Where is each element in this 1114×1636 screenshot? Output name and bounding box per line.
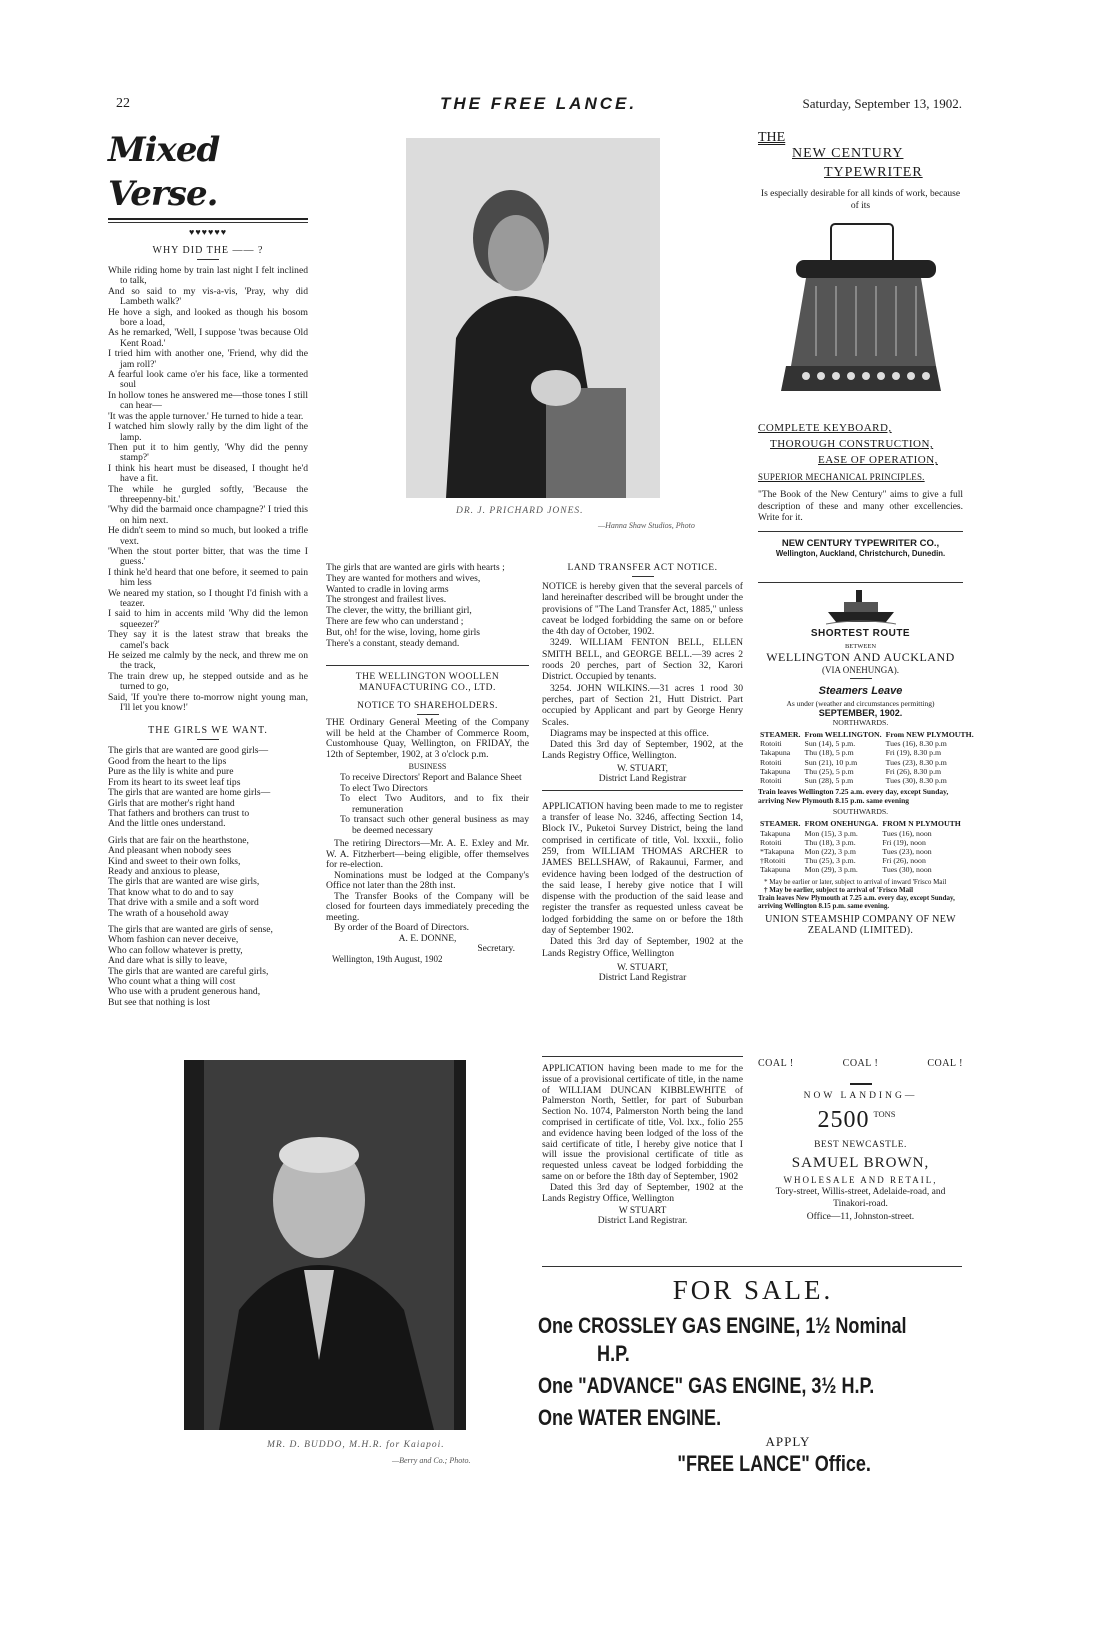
verse-line: I think his heart must be diseased, I thought he'd have a fit. bbox=[108, 462, 308, 485]
issue-date: Saturday, September 13, 1902. bbox=[802, 96, 962, 111]
typewriter-feature: EASE OF OPERATION, bbox=[818, 454, 938, 467]
photo2-credit: —Berry and Co.; Photo. bbox=[392, 1456, 471, 1465]
table-cell: Tues (23), noon bbox=[882, 847, 932, 857]
northwards-table bbox=[758, 730, 976, 785]
verse-line: The girls that are wanted are home girls— bbox=[108, 787, 271, 799]
via: (VIA ONEHUNGA). bbox=[822, 665, 899, 675]
typewriter-ad bbox=[758, 130, 963, 558]
table-cell: Takapuna bbox=[760, 748, 791, 758]
table-cell: Sun (28), 5 p.m bbox=[804, 776, 854, 786]
table-row bbox=[758, 838, 963, 847]
table-cell: Tues (30), 8.30 p.m bbox=[885, 776, 947, 786]
verse-line: That drive with a smile and a soft word bbox=[108, 897, 259, 909]
table-header: STEAMER. bbox=[760, 730, 801, 739]
verse-line: Who use with a prudent generous hand, bbox=[108, 986, 261, 998]
verse-line: But, oh! for the wise, loving, home girls bbox=[326, 626, 481, 638]
application1-dated: Dated this 3rd day of September, 1902 at the Lands Registry Office, Wellington bbox=[542, 936, 743, 959]
verse-line: Good from the heart to the lips bbox=[108, 755, 227, 767]
verse-line: I said to him in accents mild 'Why did the lemon squeezer?' bbox=[108, 608, 308, 630]
for-sale-ad bbox=[538, 1272, 968, 1478]
typewriter-company: NEW CENTURY TYPEWRITER CO., bbox=[781, 537, 940, 549]
table-cell: Takapuna bbox=[760, 828, 791, 838]
verse-line: Whom fashion can never deceive, bbox=[108, 934, 239, 946]
table-row bbox=[758, 748, 976, 757]
verse-line: There are few who can understand ; bbox=[326, 615, 464, 627]
application2-signer: W STUART bbox=[618, 1206, 667, 1217]
poem-why-did-the bbox=[108, 266, 308, 713]
as-under: As under (weather and circumstances permitting) bbox=[786, 699, 935, 708]
verse-line: Pure as the lily is white and pure bbox=[108, 766, 234, 778]
verse-line: That know what to do and to say bbox=[108, 886, 234, 898]
coal-2: COAL ! bbox=[842, 1058, 879, 1069]
southwards-table bbox=[758, 819, 963, 874]
land-act-title: LAND TRANSFER ACT NOTICE. bbox=[567, 563, 718, 573]
typewriter-desc: Is especially desirable for all kinds of work, because of its bbox=[760, 189, 961, 211]
business-item: To elect Two Directors bbox=[340, 782, 428, 794]
table-cell: *Takapuna bbox=[760, 847, 795, 857]
poem-girls-we-want bbox=[108, 746, 308, 1008]
verse-line: The clever, the witty, the brilliant girl, bbox=[326, 605, 472, 617]
table-cell: Sun (21), 10 p.m bbox=[804, 757, 858, 767]
steamers-ad bbox=[758, 588, 974, 936]
verse-line: But see that nothing is lost bbox=[108, 996, 211, 1008]
land-act-notice bbox=[542, 563, 743, 983]
table-cell: Tues (16), 8.30 p.m bbox=[885, 739, 947, 749]
table-cell: †Rotoiti bbox=[760, 856, 786, 866]
table-cell: Thu (18), 5 p.m bbox=[804, 748, 854, 758]
for-sale-item1: One CROSSLEY GAS ENGINE, 1½ Nominal bbox=[538, 1313, 907, 1338]
typewriter-the: THE bbox=[758, 130, 786, 145]
table-cell: Fri (19), 8.30 p.m bbox=[885, 748, 942, 758]
verse-line: 'Why did the barmaid once champagne?' I tried this on him next. bbox=[108, 504, 308, 526]
typewriter-features bbox=[758, 422, 963, 482]
verse-line: Said, 'If you're there to-morrow night young man, I'll let you know!' bbox=[108, 691, 308, 714]
verse-line: And pleasant when nobody sees bbox=[108, 845, 232, 857]
portrait-buddo bbox=[184, 1060, 466, 1430]
table-header: STEAMER. bbox=[760, 819, 801, 829]
land-act-signer-title: District Land Registrar bbox=[598, 773, 687, 784]
verse-line: The girls that are wanted are good girls— bbox=[108, 745, 269, 757]
coal-3: COAL ! bbox=[927, 1058, 963, 1069]
business-list bbox=[326, 773, 529, 836]
table-cell: Mon (22), 3 p.m bbox=[804, 847, 856, 857]
table-cell: Thu (25), 5 p.m bbox=[804, 766, 854, 776]
verse-line: Then put it to him gently, 'Why did the penny stamp?' bbox=[108, 441, 308, 464]
table-cell: Sun (14), 5 p.m. bbox=[804, 739, 856, 749]
typewriter-book: "The Book of the New Century" aims to give a full description of these and many other excellencies. Write for it. bbox=[758, 490, 963, 524]
land-act-diagrams: Diagrams may be inspected at this office. bbox=[550, 727, 709, 739]
table-header: FROM N PLYMOUTH bbox=[882, 819, 961, 829]
northwards-label: NORTHWARDS. bbox=[832, 718, 889, 727]
application2-dated: Dated this 3rd day of September, 1902 at the Lands Registry Office, Wellington bbox=[542, 1181, 743, 1204]
verse-line: There's a constant, steady demand. bbox=[326, 637, 460, 649]
verse-line: I tried him with another one, 'Friend, why did the jam roll?' bbox=[108, 348, 308, 370]
woollen-signer: A. E. DONNE, bbox=[398, 933, 457, 944]
table-cell: Tues (30), noon bbox=[882, 865, 932, 875]
verse-line: While riding home by train last night I felt inclined to talk, bbox=[108, 265, 308, 287]
table-cell: Thu (25), 3 p.m. bbox=[804, 856, 856, 866]
verse-line: The wrath of a household away bbox=[108, 907, 229, 919]
coal-amount: 2500 bbox=[817, 1107, 870, 1133]
for-sale-office: "FREE LANCE" Office. bbox=[677, 1451, 871, 1476]
woollen-notice bbox=[326, 672, 529, 964]
woollen-notice-title: NOTICE TO SHAREHOLDERS. bbox=[357, 701, 498, 711]
steamship-company: UNION STEAMSHIP COMPANY OF NEW ZEALAND (LIMITED). bbox=[765, 913, 956, 936]
note3: Train leaves New Plymouth at 7.25 a.m. every day, except Sunday, arriving Wellington 8.15 p.m. same evening. bbox=[758, 893, 955, 910]
verse-line: The girls that are wanted are careful girls, bbox=[108, 965, 269, 977]
southwards-label: SOUTHWARDS. bbox=[832, 807, 889, 817]
typewriter-feature: COMPLETE KEYBOARD, bbox=[758, 422, 892, 435]
application2-notice bbox=[542, 1064, 743, 1226]
coal-office: Office—11, Johnston-street. bbox=[806, 1212, 915, 1223]
verse-line: We neared my station, so I thought I'd finish with a teazer. bbox=[108, 587, 308, 609]
woollen-body: THE Ordinary General Meeting of the Company will be held at the Chamber of Commerce Room, Customhouse Quay, Wellington, on FRIDAY, the 12th of September, 1902, at 3 o'clock p.m. bbox=[326, 717, 529, 760]
business-item: To receive Directors' Report and Balance Sheet bbox=[340, 772, 522, 783]
coal-trade: WHOLESALE AND RETAIL, bbox=[783, 1175, 938, 1185]
typewriter-line2: TYPEWRITER bbox=[824, 165, 923, 180]
photo1-credit: —Hanna Shaw Studios, Photo bbox=[598, 521, 695, 530]
table-cell: Mon (29), 3 p.m. bbox=[804, 865, 858, 875]
verse-line: They are wanted for mothers and wives, bbox=[326, 572, 481, 584]
application1-signer: W. STUART, bbox=[617, 962, 668, 973]
typewriter-feature: THOROUGH CONSTRUCTION, bbox=[770, 438, 934, 451]
masthead: THE FREE LANCE. bbox=[440, 94, 638, 113]
verse-line: I watched him slowly rally by the dim light of the lamp. bbox=[108, 421, 308, 443]
table-row bbox=[758, 829, 963, 838]
verse-line: I think he'd heard that one before, it seemed to pain him less bbox=[108, 566, 308, 589]
typewriter-image bbox=[776, 216, 946, 406]
application1-body: APPLICATION having been made to me to register a transfer of lease No. 3246, affecting Section 14, Block IV., Puketoi Survey District, being the land comprised in certificate of title, Vol. lxxxii., folio 259, from WILLIAM THOMAS ARCHER to JAMES BELLSHAW, of Rakaunui, Farmer, and evidence having been lodged of the destruction of the said lease, I hereby give notice that I will dispense with the production of the said lease and register the transfer as requested unless caveat be lodged forbidding the same on or before the 18th day of September 1902. bbox=[542, 800, 743, 937]
woollen-para3: Nominations must be lodged at the Company's Office not later than the 28th inst. bbox=[326, 869, 529, 891]
table-cell: Rotoiti bbox=[760, 739, 782, 749]
coal-tons: TONS bbox=[873, 1109, 896, 1119]
land-act-dated: Dated this 3rd day of September, 1902, at the Lands Registry Office, Wellington. bbox=[542, 739, 743, 762]
verse-line: And the little ones understand. bbox=[108, 818, 226, 830]
verse-line: Kind and sweet to their own folks, bbox=[108, 855, 241, 867]
verse-line: That fathers and brothers can trust to bbox=[108, 807, 250, 819]
verse-line: Who count what a thing will cost bbox=[108, 976, 236, 987]
table-header: FROM ONEHUNGA. bbox=[804, 819, 879, 829]
table-cell: Mon (15), 3 p.m. bbox=[804, 828, 858, 838]
for-sale-item2: One "ADVANCE" GAS ENGINE, 3½ H.P. bbox=[538, 1373, 875, 1398]
business-item: To elect Two Auditors, and to fix their remuneration bbox=[340, 793, 529, 815]
note2: † May be earlier, subject to arrival of 'Frisco Mail bbox=[764, 885, 914, 894]
verse-line: They say it is the latest straw that breaks the camel's back bbox=[108, 629, 308, 651]
table-cell: Takapuna bbox=[760, 766, 791, 776]
verse-line: Who can follow whatever is pretty, bbox=[108, 944, 243, 956]
note1: * May be earlier or later, subject to arrival of inward 'Frisco Mail bbox=[764, 877, 947, 886]
verse-line: The girls that are wanted are wise girls, bbox=[108, 876, 260, 888]
verse-line: And so said to my vis-a-vis, 'Pray, why did Lambeth walk?' bbox=[108, 285, 308, 308]
land-act-body: NOTICE is hereby given that the several parcels of land hereinafter described will be brought under the provisions of "The Land Transfer Act, 1885," unless caveat be lodged forbidding the same on or before the 4th day of October, 1902. bbox=[542, 581, 743, 638]
table-cell: Rotoiti bbox=[760, 837, 782, 847]
poem-title-girls-we-want: THE GIRLS WE WANT. bbox=[148, 725, 268, 737]
coal-headline bbox=[758, 1058, 963, 1069]
verse-line: Girls that are mother's right hand bbox=[108, 797, 235, 809]
for-sale-item1b: H.P. bbox=[597, 1341, 630, 1366]
table-header: From WELLINGTON. bbox=[804, 730, 882, 739]
coal-kind: BEST NEWCASTLE. bbox=[814, 1140, 907, 1150]
typewriter-cities: Wellington, Auckland, Christchurch, Dunedin. bbox=[775, 548, 946, 558]
photo2-caption: MR. D. BUDDO, M.H.R. for Kaiapoi. bbox=[267, 1440, 445, 1450]
land-act-signer: W. STUART, bbox=[617, 763, 668, 774]
verse-line: A fearful look came o'er his face, like a tormented soul bbox=[108, 369, 308, 391]
steamers-leave: Steamers Leave bbox=[818, 685, 903, 697]
table-cell: Fri (19), noon bbox=[882, 837, 926, 847]
verse-line: 'It was the apple turnover.' He turned to hide a tear. bbox=[108, 410, 304, 422]
verse-line: As he remarked, 'Well, I suppose 'twas because Old Kent Road.' bbox=[108, 327, 308, 349]
table-cell: Tues (23), 8.30 p.m bbox=[885, 757, 947, 767]
page-number: 22 bbox=[116, 96, 130, 111]
verse-line: The girls that are wanted are girls of sense, bbox=[108, 923, 273, 935]
woollen-para4: The Transfer Books of the Company will be closed for fourteen days immediately preceding the meeting. bbox=[326, 890, 529, 923]
typewriter-line1: NEW CENTURY bbox=[792, 146, 904, 161]
table-cell: Fri (26), 8.30 p.m bbox=[885, 766, 942, 776]
table-row bbox=[758, 856, 963, 865]
verse-line: He didn't seem to mind so much, but looked a trifle vext. bbox=[108, 525, 308, 547]
business-label: BUSINESS bbox=[408, 762, 447, 771]
verse-line: And dare what is silly to leave, bbox=[108, 955, 228, 967]
woollen-signer-title: Secretary. bbox=[477, 943, 515, 954]
shortest-route: SHORTEST ROUTE bbox=[810, 628, 911, 639]
woollen-date: Wellington, 19th August, 1902 bbox=[332, 953, 443, 964]
steamer-icon bbox=[826, 588, 896, 626]
typewriter-feature: SUPERIOR MECHANICAL PRINCIPLES. bbox=[758, 472, 925, 483]
for-sale-title: FOR SALE. bbox=[672, 1275, 834, 1305]
verse-line: In hollow tones he answered me—those tones I still can hear— bbox=[108, 389, 308, 412]
verse-line: Wanted to cradle in loving arms bbox=[326, 583, 449, 595]
portrait-prichard-jones bbox=[406, 138, 660, 498]
coal-ad bbox=[758, 1058, 963, 1224]
land-act-item1: 3249. WILLIAM FENTON BELL, ELLEN SMITH BELL, and GEORGE BELL.—39 acres 2 roods 20 perches, part of Section 32, Karori District. Occupied by tenants. bbox=[542, 637, 743, 683]
coal-address: Tory-street, Willis-street, Adelaide-road, and Tinakori-road. bbox=[775, 1187, 946, 1209]
verse-line: The strongest and frailest lives. bbox=[326, 594, 447, 606]
month: SEPTEMBER, 1902. bbox=[818, 708, 903, 718]
table-row bbox=[758, 758, 976, 767]
application2-body: APPLICATION having been made to me for the issue of a provisional certificate of title, in the name of WILLIAM DUNCAN KIBBLEWHITE of Palmerston North, Settler, for part of Suburban Section No. 1074, Palmerston North being the land comprised in certificate of title, Vol. lxx., folio 255 and evidence having been lodged of the loss of the said certificate of title, I hereby give notice that I will issue the provisional certificate of title as requested unless caveat be lodged forbidding the same on or before the 18th day of September, 1902 bbox=[542, 1063, 743, 1182]
woollen-by-order: By order of the Board of Directors. bbox=[334, 922, 470, 933]
verse-line: 'When the stout porter bitter, that was the time I guess.' bbox=[108, 545, 308, 568]
poem-girls-continuation bbox=[326, 563, 529, 649]
table-cell: Takapuna bbox=[760, 865, 791, 875]
table-row bbox=[758, 776, 976, 785]
verse-line: From its heart to its sweet leaf tips bbox=[108, 776, 241, 788]
mixed-verse-title: Mixed Verse. bbox=[108, 130, 220, 214]
table-row bbox=[758, 847, 963, 856]
table-cell: Thu (18), 3 p.m. bbox=[804, 837, 856, 847]
table-cell: Fri (26), noon bbox=[882, 856, 926, 866]
between: BETWEEN bbox=[844, 643, 877, 650]
application1-signer-title: District Land Registrar bbox=[598, 972, 687, 983]
verse-line: Ready and anxious to please, bbox=[108, 865, 220, 877]
land-act-item2: 3254. JOHN WILKINS.—31 acres 1 rood 30 perches, part of Section 21, Hutt District. Part occupied by Applicant and part by George Henry Scales. bbox=[542, 682, 743, 728]
now-landing: NOW LANDING— bbox=[803, 1091, 918, 1101]
table-cell: Rotoiti bbox=[760, 776, 782, 786]
poem-title-why-did-the: WHY DID THE —— ? bbox=[152, 245, 264, 256]
coal-name: SAMUEL BROWN, bbox=[791, 1155, 930, 1171]
north-note: Train leaves Wellington 7.25 a.m. every day, except Sunday, arriving New Plymouth 8.15 p.m. same evening bbox=[758, 787, 949, 805]
table-row bbox=[758, 865, 963, 874]
table-row bbox=[758, 739, 976, 748]
verse-line: The girls that are wanted are girls with hearts ; bbox=[326, 562, 505, 573]
photo1-caption: DR. J. PRICHARD JONES. bbox=[456, 506, 584, 516]
mixed-verse-column bbox=[108, 128, 308, 1008]
for-sale-apply: APPLY bbox=[765, 1434, 811, 1449]
table-header: From NEW PLYMOUTH. bbox=[885, 730, 974, 739]
business-item: To transact such other general business as may be deemed necessary bbox=[340, 814, 529, 836]
woollen-company: THE WELLINGTON WOOLLEN MANUFACTURING CO., LTD. bbox=[355, 672, 500, 693]
ornament: ♥♥♥♥♥♥ bbox=[188, 227, 228, 237]
for-sale-item3: One WATER ENGINE. bbox=[538, 1405, 722, 1430]
coal-1: COAL ! bbox=[758, 1058, 794, 1069]
table-cell: Tues (16), noon bbox=[882, 828, 932, 838]
woollen-para2: The retiring Directors—Mr. A. E. Exley and Mr. W. A. Fitzherbert—being eligible, offer themselves for re-election. bbox=[326, 838, 529, 870]
route: WELLINGTON AND AUCKLAND bbox=[766, 650, 955, 664]
verse-line: The while he gurgled softly, 'Because the threepenny-bit.' bbox=[108, 483, 308, 505]
verse-line: He seized me calmly by the neck, and threw me on the track, bbox=[108, 650, 308, 672]
table-cell: Rotoiti bbox=[760, 757, 782, 767]
application2-signer-title: District Land Registrar. bbox=[597, 1216, 688, 1227]
verse-line: He hove a sigh, and looked as though his bosom bore a load, bbox=[108, 306, 308, 329]
verse-line: Girls that are fair on the hearthstone, bbox=[108, 834, 249, 846]
table-row bbox=[758, 767, 976, 776]
verse-line: The train drew up, he stepped outside and as he turned to go, bbox=[108, 670, 308, 693]
